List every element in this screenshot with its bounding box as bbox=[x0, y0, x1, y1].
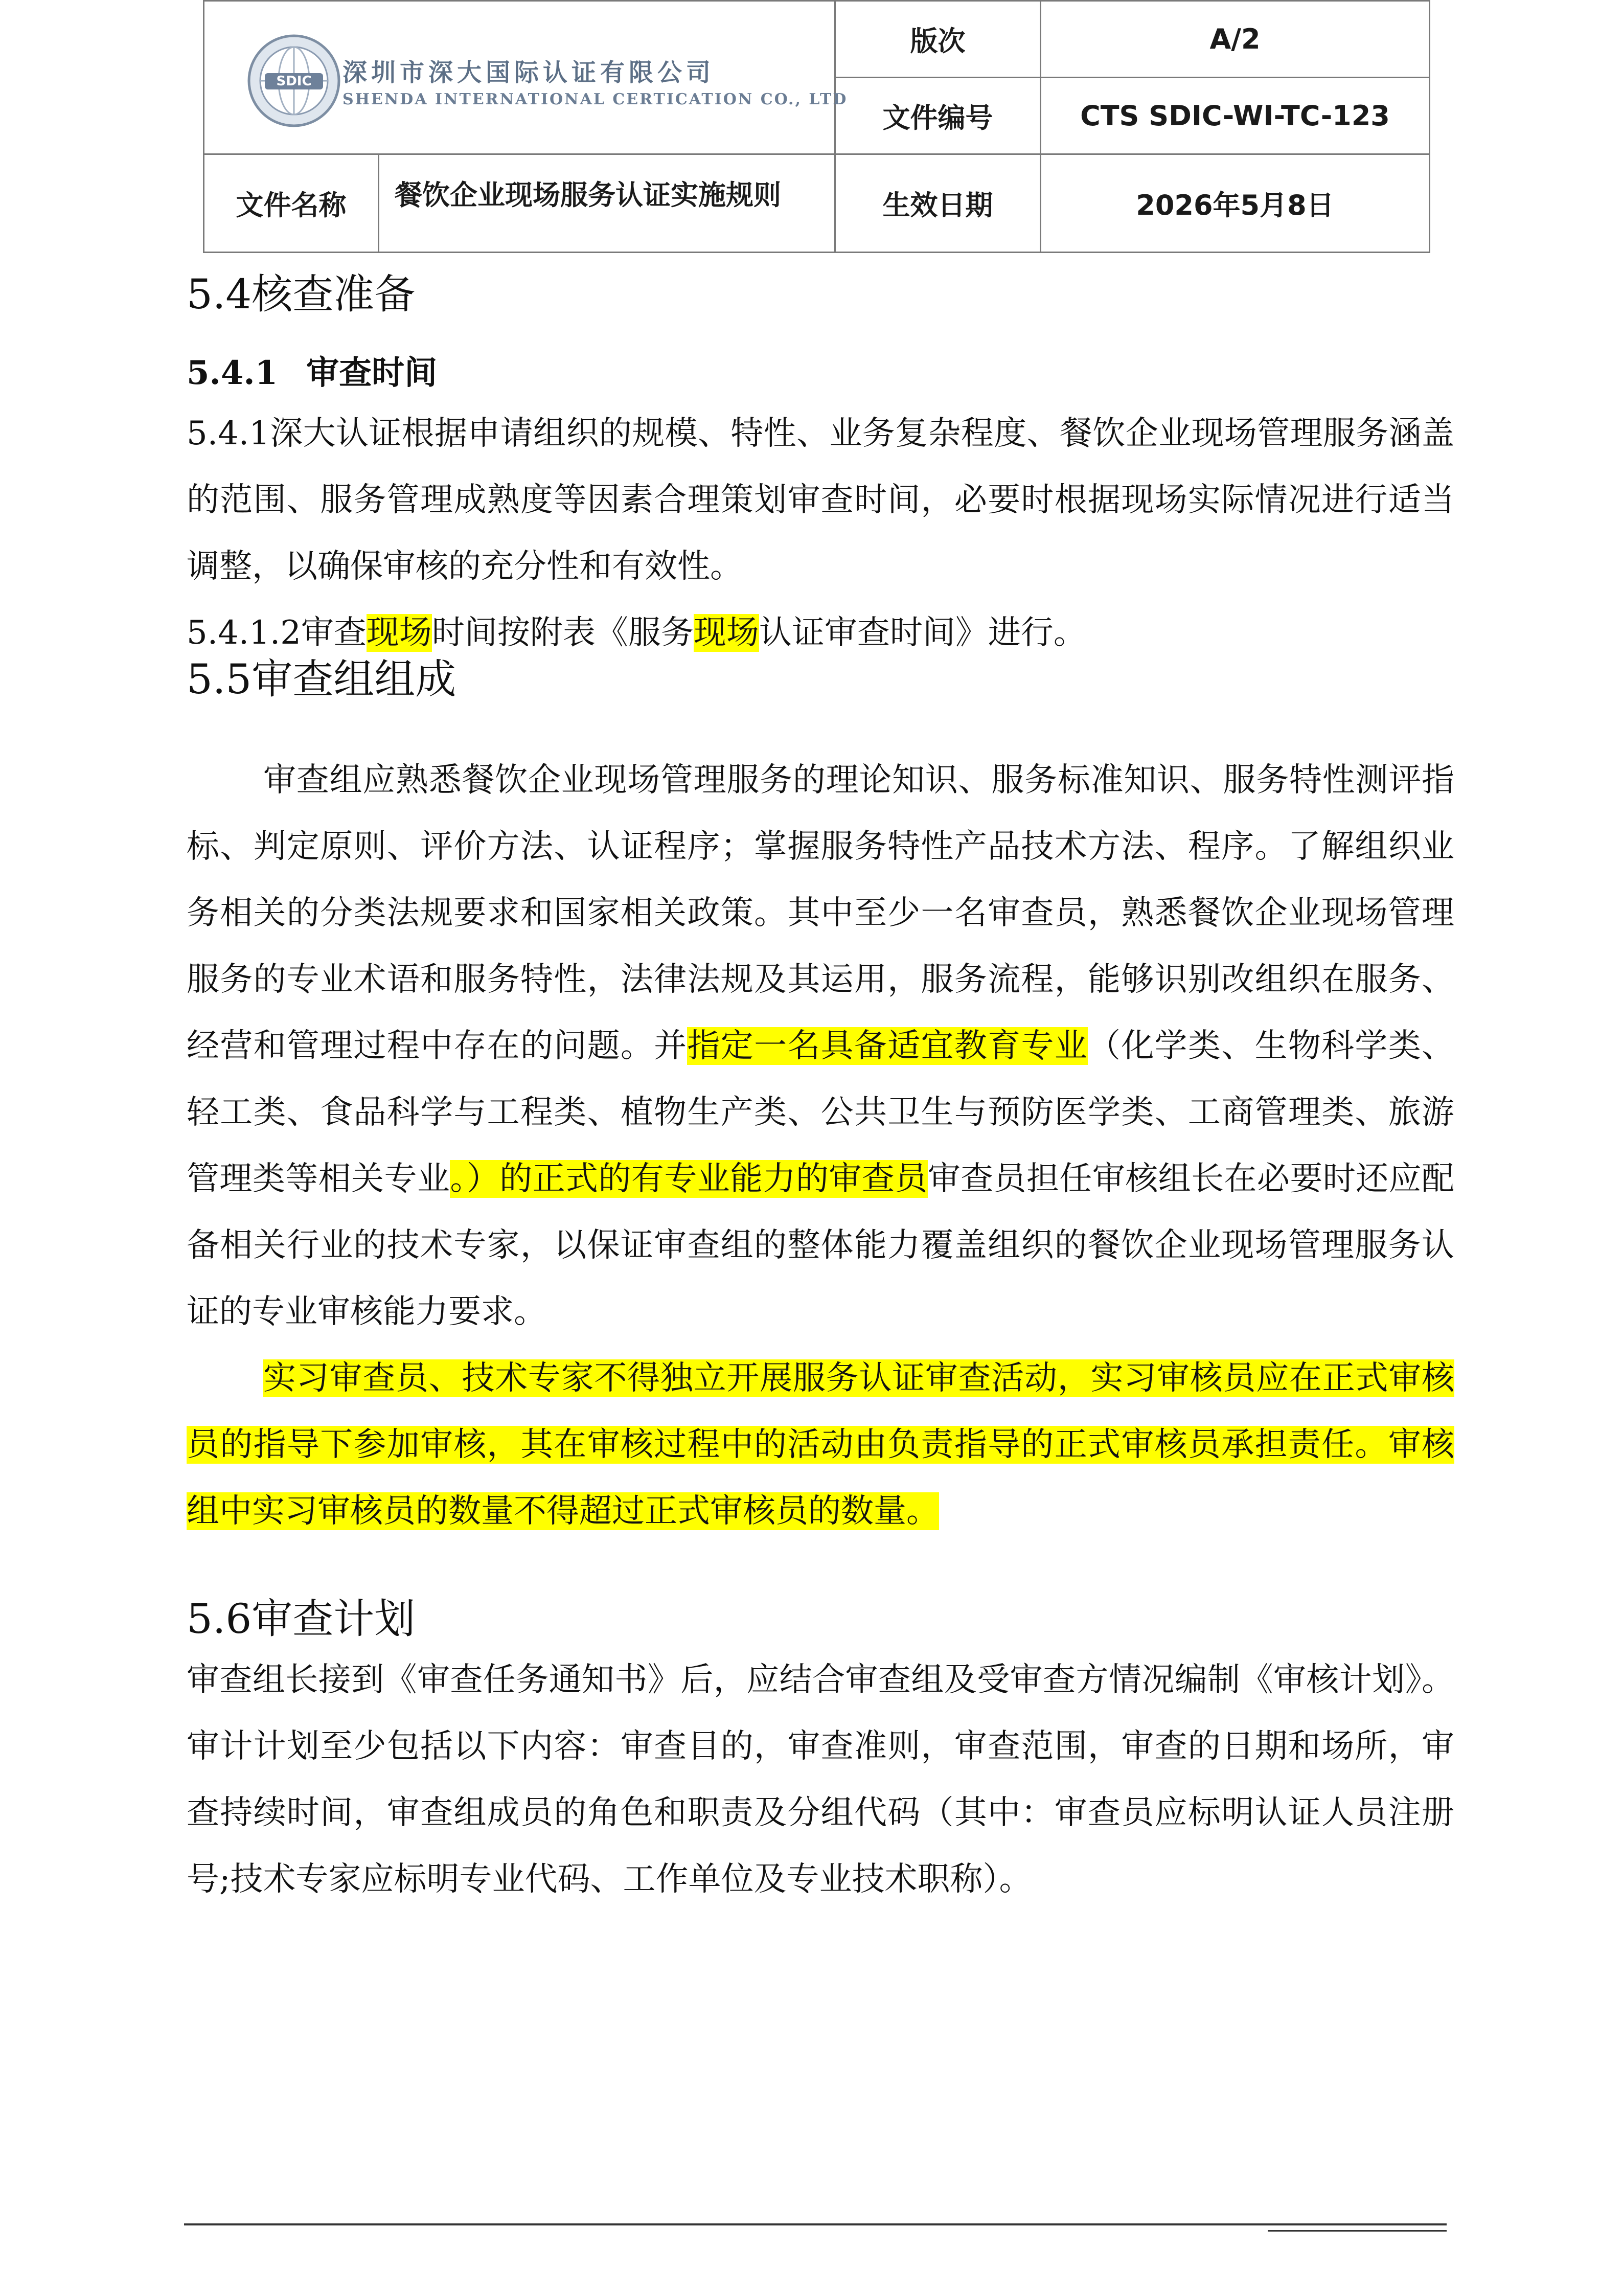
docno-label: 文件编号 bbox=[835, 78, 1041, 154]
document-body bbox=[187, 271, 1454, 1913]
company-name-cn: 深圳市深大国际认证有限公司 bbox=[342, 58, 715, 87]
highlight-text: 指定一名具备适宜教育专业 bbox=[687, 1027, 1088, 1065]
company-logo-cell bbox=[204, 1, 848, 154]
date-value: 2026年5月8日 bbox=[1041, 154, 1430, 253]
highlight-text: 实习审查员、技术专家不得独立开展服务认证审查活动，实习审核员应在正式审核员的指导下参加审核，其在审核过程中的活动由负责指导的正式审核员承担责任。审核组中实习审核员的数量不得超过正式审核员的数量。 bbox=[187, 1359, 1454, 1530]
document-header-table bbox=[203, 0, 1430, 253]
section-5-5-title: 5.5审查组组成 bbox=[187, 655, 456, 703]
logo-mark-text: SDIC bbox=[276, 74, 312, 89]
section-5-4-1-title: 审查时间 bbox=[306, 354, 438, 392]
version-label: 版次 bbox=[835, 1, 1041, 78]
version-value: A/2 bbox=[1041, 1, 1430, 78]
globe-logo-icon bbox=[245, 32, 342, 129]
section-5-5-paragraph-1: 审查组应熟悉餐饮企业现场管理服务的理论知识、服务标准知识、服务特性测评指标、判定原则、评价方法、认证程序；掌握服务特性产品技术方法、程序。了解组织业务相关的分类法规要求和国家相关政策。其中至少一名审查员，熟悉餐饮企业现场管理服务的专业术语和服务特性，法律法规及其运用，服务流程，能够识别改组织在服务、经营和管理过程中存在的问题。并指定一名具备适宜教育专业（化学类、生物科学类、轻工类、食品科学与工程类、植物生产类、公共卫生与预防医学类、工商管理类、旅游管理类等相关专业。）的正式的有专业能力的审查员审查员担任审核组长在必要时还应配备相关行业的技术专家，以保证审查组的整体能力覆盖组织的餐饮企业现场管理服务认证的专业审核能力要求。 bbox=[187, 761, 1455, 1331]
section-5-4-1-2-paragraph: 5.4.1.2审查现场时间按附表《服务现场认证审查时间》进行。 bbox=[187, 613, 1086, 652]
footer-divider-short bbox=[1268, 2230, 1447, 2232]
docno-value: CTS SDIC-WI-TC-123 bbox=[1041, 78, 1430, 154]
highlight-text: 。）的正式的有专业能力的审查员 bbox=[450, 1160, 928, 1198]
section-5-5-paragraph-2 bbox=[187, 1345, 1454, 1544]
highlight-text: 现场 bbox=[366, 613, 432, 652]
section-5-6-title: 5.6审查计划 bbox=[187, 1595, 416, 1643]
date-label: 生效日期 bbox=[835, 154, 1041, 253]
docname-value: 餐饮企业现场服务认证实施规则 bbox=[379, 154, 835, 253]
section-5-4-1-number: 5.4.1 bbox=[187, 354, 278, 392]
section-5-4-title: 5.4核查准备 bbox=[187, 270, 416, 318]
company-logo bbox=[245, 32, 848, 134]
section-5-4-1-heading bbox=[187, 354, 1454, 393]
highlight-text: 现场 bbox=[693, 613, 759, 652]
section-5-6-paragraph: 审查组长接到《审查任务通知书》后，应结合审查组及受审查方情况编制《审核计划》。审计计划至少包括以下内容：审查目的，审查准则，审查范围，审查的日期和场所，审查持续时间，审查组成员的角色和职责及分组代码（其中：审查员应标明认证人员注册号;技术专家应标明专业代码、工作单位及专业技术职称）。 bbox=[187, 1661, 1454, 1898]
section-5-4-1-paragraph: 5.4.1深大认证根据申请组织的规模、特性、业务复杂程度、餐饮企业现场管理服务涵盖的范围、服务管理成熟度等因素合理策划审查时间，必要时根据现场实际情况进行适当调整，以确保审核的充分性和有效性。 bbox=[187, 414, 1454, 585]
company-name-en: SHENDA INTERNATIONAL CERTICATION CO., LTD bbox=[342, 90, 848, 108]
docname-label: 文件名称 bbox=[204, 154, 379, 253]
footer-divider bbox=[184, 2223, 1447, 2225]
